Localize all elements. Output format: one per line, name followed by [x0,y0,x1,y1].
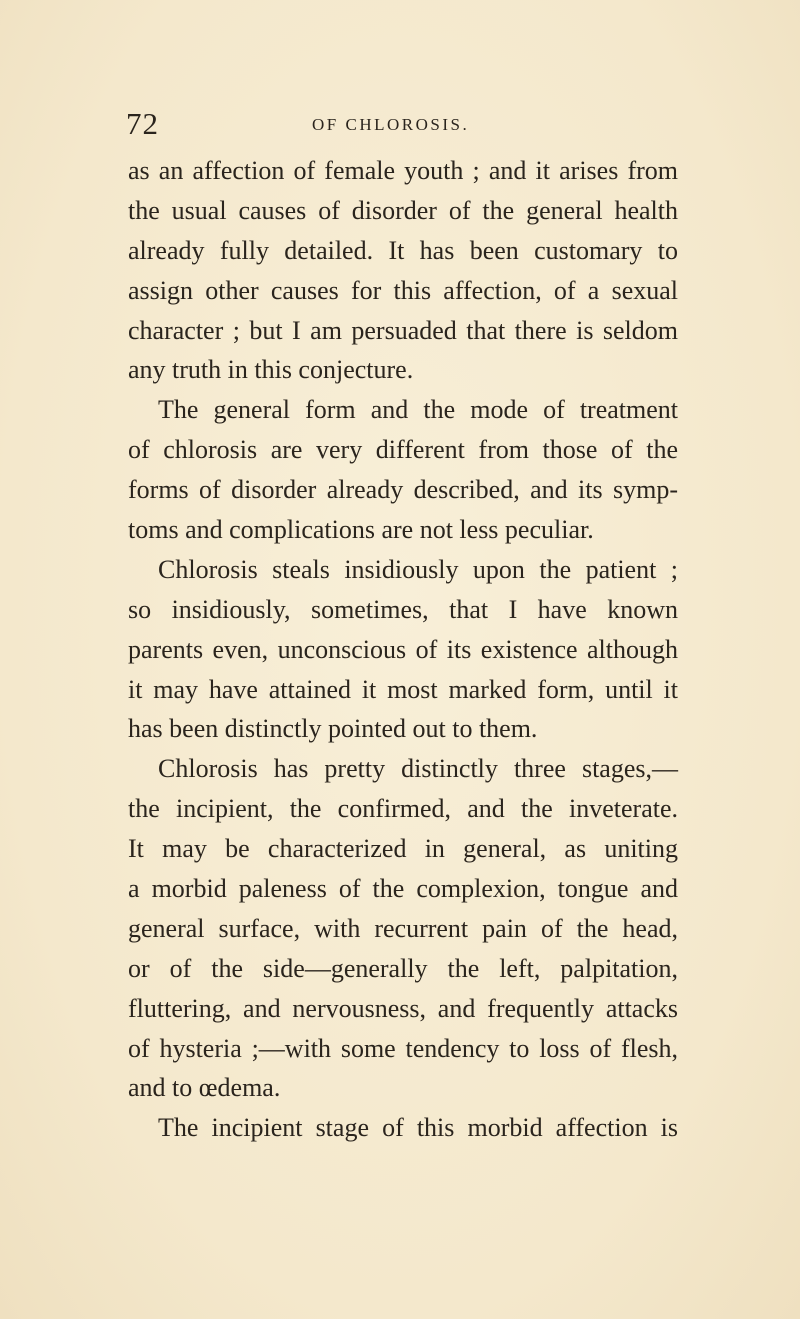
text-line: general surface, with recurrent pain of the head, [128,913,678,943]
text-line: character ; but I am persuaded that there is seldom [128,315,678,345]
text-line: the usual causes of disorder of the general health [128,195,678,225]
text-line: parents even, unconscious of its existence although [128,634,678,664]
text-line: has been distinctly pointed out to them. [128,714,538,744]
text-line: and to œdema. [128,1073,281,1103]
page-number: 72 [126,106,159,141]
text-line: Chlorosis has pretty distinctly three stages,— [158,754,678,784]
text-line: so insidiously, sometimes, that I have known [128,594,678,624]
body-text [128,153,678,1150]
running-head: OF CHLOROSIS. [312,115,470,134]
text-line: fluttering, and nervousness, and frequently attacks [128,993,678,1023]
text-line: or of the side—generally the left, palpitation, [128,953,678,983]
text-line: as an affection of female youth ; and it arises from [128,156,678,185]
text-line: already fully detailed. It has been customary to [128,235,678,265]
text-line: toms and complications are not less peculiar. [128,515,594,545]
text-line: any truth in this conjecture. [128,355,414,385]
text-line: the incipient, the confirmed, and the inveterate. [128,794,678,824]
text-line: Chlorosis steals insidiously upon the patient ; [158,554,678,584]
text-line: of chlorosis are very different from those of the [128,435,678,465]
text-line: a morbid paleness of the complexion, tongue and [128,874,678,904]
text-line: forms of disorder already described, and its symp- [128,475,678,505]
text-line: it may have attained it most marked form, until it [128,674,678,704]
text-line: of hysteria ;—with some tendency to loss of flesh, [128,1033,678,1063]
page-header [126,104,686,144]
text-line: The general form and the mode of treatment [158,395,678,425]
text-line: It may be characterized in general, as uniting [128,834,678,864]
text-line: The incipient stage of this morbid affection is [158,1113,678,1143]
text-line: assign other causes for this affection, of a sexual [128,275,678,305]
